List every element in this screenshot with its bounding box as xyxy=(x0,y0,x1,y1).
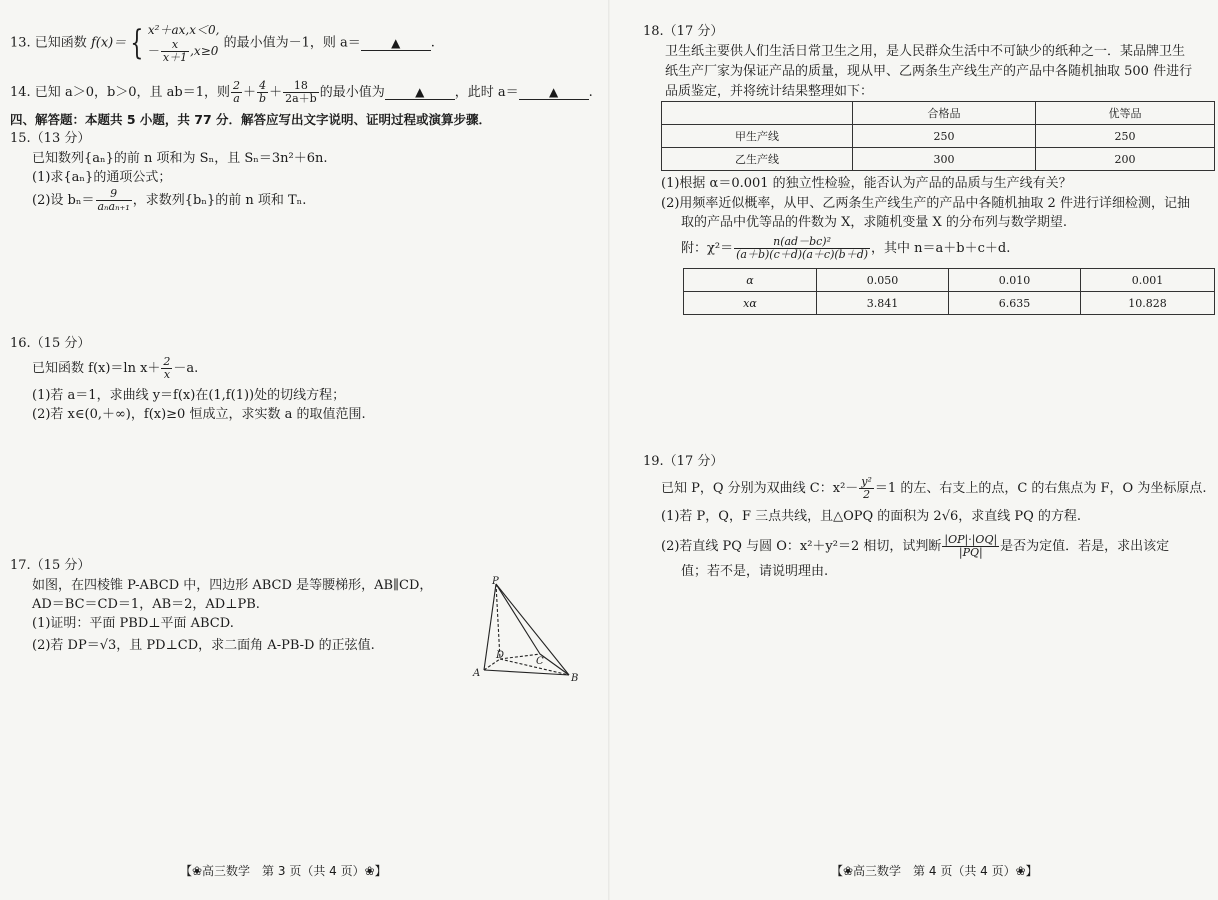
q19-line3b: 是否为定值．若是，求出该定 xyxy=(1000,539,1170,554)
table-cell: 250 xyxy=(1036,125,1215,148)
q16-line1 xyxy=(32,356,198,381)
q18-part2a: (2)用频率近似概率，从甲、乙两条生产线生产的产品中各随机抽取 2 件进行详细检测，记抽 xyxy=(661,196,1190,211)
q14-answer-blank-1 xyxy=(385,83,455,100)
edge-DC xyxy=(500,654,540,659)
q14-answer-blank-2 xyxy=(519,83,589,100)
q19-frac2-den: |PQ| xyxy=(958,546,983,559)
q13-case2-den: x＋1 xyxy=(162,51,188,64)
q15-line3 xyxy=(32,188,306,213)
q13-answer-blank xyxy=(361,34,431,51)
q14-plus1: ＋ xyxy=(243,85,257,100)
q19-line1b: ＝1 的左、右支上的点，C 的右焦点为 F，O 为坐标原点. xyxy=(874,481,1207,496)
table-cell: xα xyxy=(684,292,817,315)
q19-line3 xyxy=(661,534,1169,559)
page-4 xyxy=(609,0,1218,900)
table-cell: 200 xyxy=(1036,148,1215,171)
q13-triangle-icon: ▲ xyxy=(391,35,401,50)
edge-PC xyxy=(496,584,540,654)
q17-line1: 如图，在四棱锥 P-ABCD 中，四边形 ABCD 是等腰梯形，AB∥CD， xyxy=(32,578,433,593)
q19-line2: (1)若 P，Q，F 三点共线，且△OPQ 的面积为 2√6，求直线 PQ 的方程. xyxy=(661,509,1082,524)
q13-case2-num: x xyxy=(161,39,189,52)
q13-suffix: 的最小值为－1，则 a＝ xyxy=(219,35,361,51)
q19-frac-den: 2 xyxy=(863,488,871,501)
table-row xyxy=(684,269,1215,292)
label-A: A xyxy=(473,668,481,679)
table-cell: 10.828 xyxy=(1081,292,1215,315)
q14-triangle-icon-2: ▲ xyxy=(549,85,559,99)
question-15-head: 15.（13 分） xyxy=(10,131,91,146)
q14-frac2-den: b xyxy=(259,92,267,105)
q18-note xyxy=(681,236,1010,261)
q16-frac-den: x xyxy=(163,368,171,381)
table-cell: α xyxy=(684,269,817,292)
table-row xyxy=(684,292,1215,315)
q14-frac3-den: 2a＋b xyxy=(285,92,317,105)
table-row xyxy=(662,125,1215,148)
q15-frac xyxy=(96,188,132,213)
q16-line2: (1)若 a＝1，求曲线 y＝f(x)在(1,f(1))处的切线方程； xyxy=(32,388,346,403)
table-cell: 乙生产线 xyxy=(662,148,853,171)
question-18-head: 18.（17 分） xyxy=(643,24,724,39)
edge-PD xyxy=(496,584,500,659)
table-cell: 0.001 xyxy=(1081,269,1215,292)
q13-case2-cond: ,x≥0 xyxy=(190,44,219,58)
table-header-cell xyxy=(662,102,853,125)
q14-text1: 14. 已知 a＞0，b＞0，且 ab＝1，则 xyxy=(10,85,231,100)
critical-value-table xyxy=(683,268,1215,315)
q15-line3a: (2)设 bₙ＝ xyxy=(32,193,95,208)
table-row xyxy=(662,148,1215,171)
q14-frac2 xyxy=(257,80,268,105)
label-B: B xyxy=(571,673,579,684)
label-P: P xyxy=(492,576,499,587)
q14-text3: ，此时 a＝ xyxy=(454,85,519,100)
q15-line1: 已知数列{aₙ}的前 n 项和为 Sₙ，且 Sₙ＝3n²＋6n. xyxy=(32,151,328,166)
table-cell: 0.010 xyxy=(949,269,1081,292)
q17-line2: AD＝BC＝CD＝1，AB＝2，AD⊥PB. xyxy=(32,597,260,612)
table-header-cell: 合格品 xyxy=(853,102,1036,125)
label-D: D xyxy=(496,650,505,661)
q19-frac2 xyxy=(942,534,999,559)
page-3-footer: 【❀高三数学 第 3 页（共 4 页）❀】 xyxy=(180,864,387,878)
q16-frac-num: 2 xyxy=(163,355,171,368)
q14-frac3-num: 18 xyxy=(283,80,319,93)
edge-PA xyxy=(484,584,496,670)
table-header-cell: 优等品 xyxy=(1036,102,1215,125)
q16-frac xyxy=(161,356,172,381)
question-17-head: 17.（15 分） xyxy=(10,558,91,573)
quality-table xyxy=(661,101,1215,171)
table-cell: 甲生产线 xyxy=(662,125,853,148)
table-cell: 3.841 xyxy=(817,292,949,315)
pyramid-figure xyxy=(470,574,586,688)
q18-line3: 品质鉴定，并将统计结果整理如下： xyxy=(665,84,874,99)
q13-case2-sign: － xyxy=(147,44,160,58)
q14-frac2-num: 4 xyxy=(257,80,268,93)
question-13 xyxy=(10,22,435,64)
table-row xyxy=(662,102,1215,125)
chi-square-num: n(ad－bc)² xyxy=(734,236,870,249)
table-cell: 0.050 xyxy=(817,269,949,292)
label-C: C xyxy=(536,656,544,667)
q19-line1a: 已知 P，Q 分别为双曲线 C：x²－ xyxy=(661,481,859,496)
q19-line1 xyxy=(661,476,1206,501)
q13-func: f(x)＝ xyxy=(90,35,127,51)
q14-frac3 xyxy=(283,80,319,105)
q13-end: . xyxy=(430,35,435,51)
q18-note-suffix: ，其中 n＝a＋b＋c＋d. xyxy=(871,241,1011,256)
q14-triangle-icon-1: ▲ xyxy=(415,85,425,99)
q19-line4: 值；若不是，请说明理由. xyxy=(681,564,829,579)
page-4-footer: 【❀高三数学 第 4 页（共 4 页）❀】 xyxy=(831,864,1038,878)
table-cell: 6.635 xyxy=(949,292,1081,315)
q17-line4: (2)若 DP＝√3，且 PD⊥CD，求二面角 A-PB-D 的正弦值. xyxy=(32,638,375,653)
q16-line1a: 已知函数 f(x)＝ln x＋ xyxy=(32,361,161,376)
q19-frac2-num: |OP|·|OQ| xyxy=(944,533,998,546)
q15-line2: (1)求{aₙ}的通项公式； xyxy=(32,170,172,185)
q18-part1: (1)根据 α＝0.001 的独立性检验，能否认为产品的品质与生产线有关？ xyxy=(661,176,1072,191)
q14-plus2: ＋ xyxy=(269,85,283,100)
q14-end: . xyxy=(588,85,593,100)
question-16-head: 16.（15 分） xyxy=(10,336,91,351)
q13-case2-frac xyxy=(161,39,189,64)
section-heading: 四、解答题：本题共 5 小题，共 77 分．解答应写出文字说明、证明过程或演算步骤． xyxy=(10,112,492,127)
question-14 xyxy=(10,80,593,105)
q18-line2: 纸生产厂家为保证产品的质量，现从甲、乙两条生产线生产的产品中各随机抽取 500 件进行 xyxy=(665,64,1193,79)
q16-line1b: －a. xyxy=(173,361,199,376)
q14-frac1 xyxy=(231,80,242,105)
q14-frac1-num: 2 xyxy=(233,79,241,92)
q18-note-prefix: 附：χ²＝ xyxy=(681,241,734,256)
chi-square-den: (a＋b)(c＋d)(a＋c)(b＋d) xyxy=(736,248,869,261)
q19-frac xyxy=(859,476,874,501)
q15-line3b: ，求数列{bₙ}的前 n 项和 Tₙ. xyxy=(132,193,307,208)
q13-piecewise xyxy=(148,22,220,64)
q14-frac1-den: a xyxy=(233,92,240,105)
q19-line3a: (2)若直线 PQ 与圆 O：x²＋y²＝2 相切，试判断 xyxy=(661,539,942,554)
q13-case1: x²＋ax,x＜0, xyxy=(147,23,220,37)
q17-line3: (1)证明：平面 PBD⊥平面 ABCD. xyxy=(32,616,234,631)
q15-frac-den: aₙaₙ₊₁ xyxy=(97,200,130,213)
q16-line3: (2)若 x∈(0,＋∞)，f(x)≥0 恒成立，求实数 a 的取值范围. xyxy=(32,407,366,422)
edge-PB xyxy=(496,584,569,675)
table-cell: 300 xyxy=(853,148,1036,171)
q13-brace: { xyxy=(130,23,144,63)
q18-line1: 卫生纸主要供人们生活日常卫生之用，是人民群众生活中不可缺少的纸种之一．某品牌卫生 xyxy=(665,44,1186,59)
q13-prefix: 13. 已知函数 xyxy=(10,35,91,51)
table-cell: 250 xyxy=(853,125,1036,148)
q14-text2: 的最小值为 xyxy=(319,85,385,100)
q18-part2b: 取的产品中优等品的件数为 X，求随机变量 X 的分布列与数学期望. xyxy=(681,215,1068,230)
chi-square-frac xyxy=(734,236,870,261)
question-19-head: 19.（17 分） xyxy=(643,454,724,469)
q15-frac-num: 9 xyxy=(96,188,132,201)
q19-frac-num: y² xyxy=(861,475,872,488)
